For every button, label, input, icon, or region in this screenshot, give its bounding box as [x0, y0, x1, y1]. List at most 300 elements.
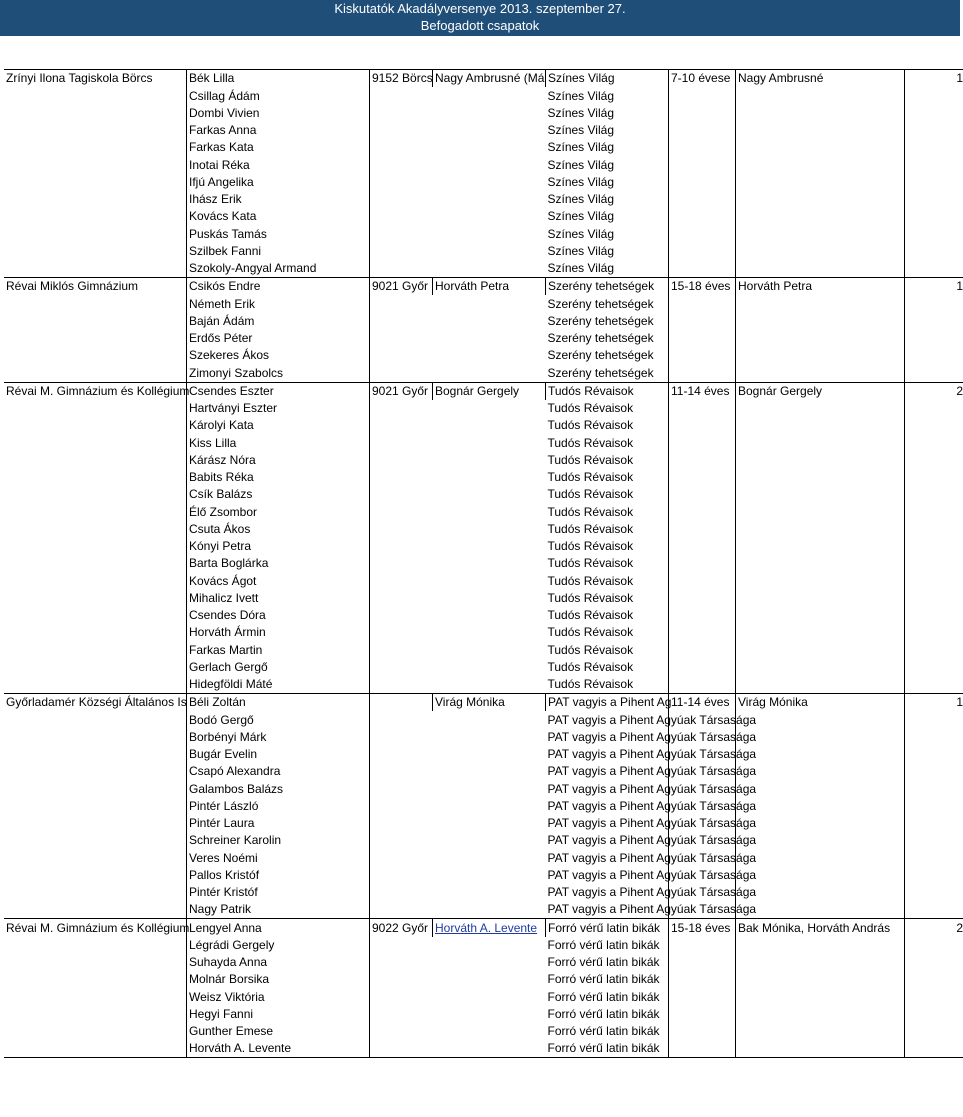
age-group-cell: 15-18 éves: [669, 278, 736, 296]
city-cell: [370, 330, 433, 347]
age-group-cell: [669, 208, 736, 225]
school-cell: [4, 417, 187, 434]
age-group-cell: [669, 400, 736, 417]
mentor-cell: [736, 849, 905, 866]
member-name-cell: Légrádi Gergely: [187, 937, 370, 954]
table-row: [4, 1006, 963, 1023]
table-row: [4, 469, 963, 486]
member-name-cell: Kovács Kata: [187, 208, 370, 225]
table-row: [4, 208, 963, 225]
team-count-cell: [905, 937, 963, 954]
team-count-cell: [905, 503, 963, 520]
age-group-cell: [669, 295, 736, 312]
city-cell: [370, 954, 433, 971]
table-row: [4, 503, 963, 520]
teacher-cell: [433, 884, 546, 901]
team-count-cell: [905, 763, 963, 780]
member-name-cell: Inotai Réka: [187, 156, 370, 173]
teacher-cell: [433, 988, 546, 1005]
member-name-cell: Farkas Kata: [187, 139, 370, 156]
mentor-cell: [736, 954, 905, 971]
member-name-cell: Barta Boglárka: [187, 555, 370, 572]
team-cell: PAT vagyis a Pihent Ag: [546, 694, 669, 712]
member-name-cell: Kovács Ágot: [187, 572, 370, 589]
table-row: [4, 884, 963, 901]
mentor-cell: [736, 295, 905, 312]
table-row: [4, 400, 963, 417]
teacher-cell: [433, 225, 546, 242]
teacher-cell: [433, 87, 546, 104]
member-name-cell: Weisz Viktória: [187, 988, 370, 1005]
mentor-cell: [736, 452, 905, 469]
age-group-cell: [669, 347, 736, 364]
school-cell: [4, 295, 187, 312]
table-row: [4, 676, 963, 694]
table-row: [4, 452, 963, 469]
member-name-cell: Béli Zoltán: [187, 694, 370, 712]
school-cell: Révai M. Gimnázium és Kollégium: [6, 383, 190, 398]
city-cell: [370, 832, 433, 849]
city-cell: [370, 937, 433, 954]
age-group-cell: 11-14 éves: [669, 694, 736, 712]
teacher-cell: [433, 624, 546, 641]
city-cell: [370, 884, 433, 901]
teacher-cell: Horváth Petra: [433, 278, 546, 296]
page-subtitle: Befogadott csapatok: [420, 18, 540, 33]
team-cell: Tudós Révaisok: [547, 521, 634, 536]
table-row: [4, 954, 963, 971]
team-cell: Színes Világ: [547, 226, 614, 241]
city-cell: [370, 417, 433, 434]
table-row: [4, 417, 963, 434]
city-cell: [370, 521, 433, 538]
member-name-cell: Csapó Alexandra: [187, 763, 370, 780]
age-group-cell: [669, 105, 736, 122]
mentor-cell: [736, 225, 905, 242]
team-cell: Tudós Révaisok: [547, 452, 634, 467]
team-count-cell: [905, 347, 963, 364]
school-cell: [4, 503, 187, 520]
mentor-cell: [736, 208, 905, 225]
mentor-cell: [736, 937, 905, 954]
age-group-cell: [669, 313, 736, 330]
table-row: [4, 156, 963, 173]
teacher-cell: [433, 641, 546, 658]
school-cell: [4, 260, 187, 278]
school-cell: [4, 884, 187, 901]
mentor-cell: Horváth Petra: [736, 278, 905, 296]
school-cell: [4, 849, 187, 866]
table-row: [4, 729, 963, 746]
member-name-cell: Csík Balázs: [187, 486, 370, 503]
team-cell: Tudós Révaisok: [547, 659, 634, 674]
table-row: [4, 694, 963, 712]
teacher-cell: [433, 521, 546, 538]
teacher-cell: [433, 156, 546, 173]
table-row: [4, 434, 963, 451]
table-row: [4, 937, 963, 954]
team-count-cell: [905, 988, 963, 1005]
team-count-cell: [905, 260, 963, 278]
table-row: [4, 641, 963, 658]
team-count-cell: [905, 122, 963, 139]
member-name-cell: Veres Noémi: [187, 849, 370, 866]
school-cell: Zrínyi Ilona Tagiskola Börcs: [4, 70, 187, 88]
team-cell: Színes Világ: [547, 192, 614, 206]
team-count-cell: [905, 798, 963, 815]
mentor-cell: [736, 434, 905, 451]
city-cell: [370, 243, 433, 260]
city-cell: [370, 607, 433, 624]
teacher-cell: Virág Mónika: [433, 694, 546, 712]
school-cell: [4, 971, 187, 988]
team-count-cell: [905, 417, 963, 434]
team-count-cell: [905, 659, 963, 676]
team-count-cell: [905, 1023, 963, 1040]
member-name-cell: Kárász Nóra: [187, 452, 370, 469]
age-group-cell: 11-14 éves: [669, 382, 736, 400]
city-cell: [370, 538, 433, 555]
city-cell: [370, 105, 433, 122]
teacher-cell: [433, 832, 546, 849]
member-name-cell: Hartványi Eszter: [187, 400, 370, 417]
table-row: [4, 711, 963, 728]
teacher-cell: [433, 954, 546, 971]
age-group-cell: [669, 87, 736, 104]
table-row: [4, 867, 963, 884]
team-cell: Tudós Révaisok: [547, 418, 634, 433]
city-cell: 9022 Győr: [370, 919, 433, 937]
city-cell: [370, 729, 433, 746]
school-cell: [4, 521, 187, 538]
mentor-cell: [736, 538, 905, 555]
school-cell: [4, 225, 187, 242]
age-group-cell: [669, 156, 736, 173]
school-cell: [4, 607, 187, 624]
member-name-cell: Csikós Endre: [187, 278, 370, 296]
school-cell: [4, 191, 187, 208]
mentor-cell: Virág Mónika: [736, 694, 905, 712]
team-cell: Színes Világ: [547, 261, 614, 275]
page-title: Kiskutatók Akadályversenye 2013. szeptember 27.: [334, 1, 626, 16]
table-row: [4, 1023, 963, 1040]
teacher-cell: [433, 711, 546, 728]
school-cell: [4, 208, 187, 225]
school-cell: [4, 174, 187, 191]
table-row: [4, 572, 963, 589]
member-name-cell: Gunther Emese: [187, 1023, 370, 1040]
age-group-cell: [669, 452, 736, 469]
team-count-cell: [905, 780, 963, 797]
age-group-cell: [669, 191, 736, 208]
teacher-cell: [433, 676, 546, 694]
team-count-cell: [905, 832, 963, 849]
mentor-cell: [736, 1023, 905, 1040]
member-name-cell: Pintér Laura: [187, 815, 370, 832]
table-row: [4, 382, 963, 400]
team-cell: Színes Világ: [547, 123, 614, 137]
age-group-cell: [669, 486, 736, 503]
teacher-cell: [433, 1006, 546, 1023]
team-cell: Tudós Révaisok: [547, 470, 634, 484]
table-row: [4, 330, 963, 347]
teacher-cell: [433, 417, 546, 434]
team-cell: Színes Világ: [547, 174, 614, 189]
table-row: [4, 1040, 963, 1058]
team-cell: Tudós Révaisok: [547, 539, 634, 553]
mentor-cell: [736, 105, 905, 122]
mentor-cell: [736, 1040, 905, 1058]
table-row: [4, 521, 963, 538]
mentor-cell: [736, 174, 905, 191]
mentor-cell: [736, 607, 905, 624]
mentor-cell: [736, 122, 905, 139]
team-cell: Tudós Révaisok: [547, 556, 634, 571]
age-group-cell: [669, 555, 736, 572]
table-row: [4, 295, 963, 312]
teacher-cell: [433, 400, 546, 417]
team-count-cell: [905, 521, 963, 538]
teacher-cell: [433, 122, 546, 139]
teams-table: [4, 69, 963, 1058]
mentor-cell: [736, 884, 905, 901]
table-row: [4, 70, 963, 88]
teacher-link[interactable]: Horváth A. Levente: [433, 919, 546, 937]
team-count-cell: [905, 469, 963, 486]
teacher-cell: [433, 469, 546, 486]
teacher-cell: [433, 243, 546, 260]
table-row: [4, 225, 963, 242]
mentor-cell: [736, 729, 905, 746]
age-group-cell: [669, 538, 736, 555]
teacher-cell: [433, 503, 546, 520]
team-cell: Szerény tehetségek: [546, 278, 669, 296]
team-cell: Tudós Révaisok: [547, 573, 634, 588]
team-cell: PAT vagyis a Pihent Agyúak Társasága: [547, 747, 757, 761]
school-cell: [4, 937, 187, 954]
school-cell: [4, 729, 187, 746]
table-row: [4, 538, 963, 555]
member-name-cell: Németh Erik: [187, 295, 370, 312]
city-cell: [370, 486, 433, 503]
school-cell: [4, 659, 187, 676]
city-cell: [370, 676, 433, 694]
teacher-cell: [433, 780, 546, 797]
mentor-cell: [736, 711, 905, 728]
table-row: [4, 746, 963, 763]
teacher-cell: [433, 139, 546, 156]
team-count-cell: [905, 590, 963, 607]
member-name-cell: Bék Lilla: [187, 70, 370, 88]
member-name-cell: Mihalicz Ivett: [187, 590, 370, 607]
city-cell: [370, 1006, 433, 1023]
mentor-cell: Bognár Gergely: [736, 382, 905, 400]
table-row: [4, 486, 963, 503]
team-cell: PAT vagyis a Pihent Agyúak Társasága: [547, 885, 757, 899]
city-cell: [370, 225, 433, 242]
team-cell: Tudós Révaisok: [547, 625, 634, 640]
table-row: [4, 87, 963, 104]
team-count-cell: 1: [905, 70, 963, 88]
school-cell: [4, 486, 187, 503]
team-count-cell: [905, 815, 963, 832]
member-name-cell: Zimonyi Szabolcs: [187, 364, 370, 382]
mentor-cell: [736, 156, 905, 173]
table-row: [4, 174, 963, 191]
member-name-cell: Galambos Balázs: [187, 780, 370, 797]
member-name-cell: Kiss Lilla: [187, 434, 370, 451]
member-name-cell: Szokoly-Angyal Armand: [187, 260, 370, 278]
team-cell: Színes Világ: [547, 243, 614, 258]
teacher-cell: [433, 208, 546, 225]
school-cell: [4, 452, 187, 469]
teacher-cell: [433, 105, 546, 122]
table-row: [4, 313, 963, 330]
mentor-cell: [736, 763, 905, 780]
age-group-cell: [669, 417, 736, 434]
city-cell: [370, 763, 433, 780]
member-name-cell: Molnár Borsika: [187, 971, 370, 988]
city-cell: [370, 1040, 433, 1058]
team-cell: Színes Világ: [547, 209, 614, 224]
teacher-cell: [433, 729, 546, 746]
teacher-cell: [433, 1040, 546, 1058]
teacher-cell: Bognár Gergely: [433, 382, 546, 400]
member-name-cell: Baján Ádám: [187, 313, 370, 330]
team-count-cell: [905, 330, 963, 347]
member-name-cell: Dombi Vivien: [187, 105, 370, 122]
mentor-cell: [736, 659, 905, 676]
table-row: [4, 988, 963, 1005]
city-cell: [370, 971, 433, 988]
member-name-cell: Pintér Kristóf: [187, 884, 370, 901]
table-row: [4, 364, 963, 382]
teacher-cell: [433, 746, 546, 763]
team-count-cell: [905, 746, 963, 763]
age-group-cell: [669, 572, 736, 589]
team-cell: PAT vagyis a Pihent Agyúak Társasága: [547, 781, 757, 796]
mentor-cell: [736, 901, 905, 919]
city-cell: [370, 260, 433, 278]
team-cell: PAT vagyis a Pihent Agyúak Társasága: [547, 712, 757, 727]
age-group-cell: [669, 659, 736, 676]
member-name-cell: Babits Réka: [187, 469, 370, 486]
team-count-cell: [905, 901, 963, 919]
age-group-cell: [669, 434, 736, 451]
city-cell: [370, 400, 433, 417]
age-group-cell: [669, 122, 736, 139]
team-cell: Tudós Révaisok: [547, 642, 634, 657]
age-group-cell: [669, 243, 736, 260]
city-cell: 9152 Börcs: [370, 70, 433, 88]
school-cell: [4, 798, 187, 815]
team-cell: Tudós Révaisok: [547, 608, 634, 622]
mentor-cell: [736, 641, 905, 658]
member-name-cell: Lengyel Anna: [187, 919, 370, 937]
age-group-cell: [669, 641, 736, 658]
city-cell: [370, 452, 433, 469]
city-cell: [370, 780, 433, 797]
team-cell: Forró vérű latin bikák: [547, 989, 660, 1004]
teacher-cell: Nagy Ambrusné (Má: [433, 70, 546, 88]
team-cell: PAT vagyis a Pihent Agyúak Társasága: [547, 816, 757, 830]
team-count-cell: [905, 139, 963, 156]
age-group-cell: [669, 607, 736, 624]
member-name-cell: Nagy Patrik: [187, 901, 370, 919]
city-cell: 9021 Győr: [370, 382, 433, 400]
team-count-cell: [905, 555, 963, 572]
city-cell: [370, 347, 433, 364]
school-cell: Győrladamér Községi Általános Is: [6, 695, 187, 710]
school-cell: [4, 572, 187, 589]
age-group-cell: [669, 503, 736, 520]
school-cell: [4, 1006, 187, 1023]
school-cell: [4, 469, 187, 486]
team-count-cell: [905, 1040, 963, 1058]
age-group-cell: [669, 1006, 736, 1023]
member-name-cell: Farkas Martin: [187, 641, 370, 658]
mentor-cell: [736, 139, 905, 156]
school-cell: [4, 901, 187, 919]
mentor-cell: [736, 87, 905, 104]
member-name-cell: Farkas Anna: [187, 122, 370, 139]
city-cell: [370, 295, 433, 312]
school-cell: [4, 538, 187, 555]
team-count-cell: [905, 156, 963, 173]
team-cell: Színes Világ: [547, 88, 614, 103]
school-cell: [4, 139, 187, 156]
member-name-cell: Erdős Péter: [187, 330, 370, 347]
table-row: [4, 555, 963, 572]
team-count-cell: [905, 884, 963, 901]
table-row: [4, 607, 963, 624]
mentor-cell: [736, 521, 905, 538]
team-cell: Színes Világ: [547, 105, 614, 120]
mentor-cell: [736, 1006, 905, 1023]
city-cell: [370, 901, 433, 919]
teacher-cell: [433, 434, 546, 451]
school-cell: [4, 746, 187, 763]
team-cell: Tudós Révaisok: [547, 590, 634, 605]
mentor-cell: [736, 815, 905, 832]
member-name-cell: Szekeres Ákos: [187, 347, 370, 364]
school-cell: [4, 330, 187, 347]
city-cell: [370, 659, 433, 676]
table-row: [4, 763, 963, 780]
teacher-cell: [433, 659, 546, 676]
teacher-cell: [433, 971, 546, 988]
team-count-cell: [905, 624, 963, 641]
table-row: [4, 260, 963, 278]
mentor-cell: [736, 364, 905, 382]
member-name-cell: Csillag Ádám: [187, 87, 370, 104]
age-group-cell: [669, 590, 736, 607]
mentor-cell: [736, 400, 905, 417]
age-group-cell: [669, 225, 736, 242]
team-cell: Forró vérű latin bikák: [547, 1024, 660, 1038]
teacher-cell: [433, 798, 546, 815]
mentor-cell: [736, 867, 905, 884]
city-cell: [370, 503, 433, 520]
school-cell: [4, 434, 187, 451]
member-name-cell: Bugár Evelin: [187, 746, 370, 763]
team-count-cell: [905, 954, 963, 971]
city-cell: 9021 Győr: [370, 278, 433, 296]
member-name-cell: Élő Zsombor: [187, 503, 370, 520]
city-cell: [370, 469, 433, 486]
team-cell: Szerény tehetségek: [547, 331, 654, 345]
school-cell: [4, 763, 187, 780]
